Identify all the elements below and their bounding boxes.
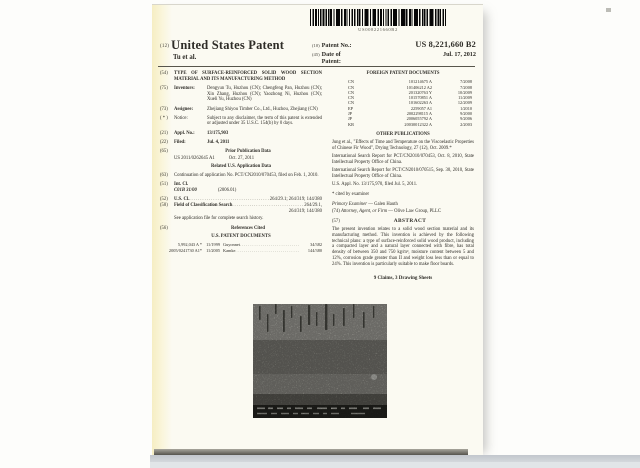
foreign-ref-date: 2/2003 (460, 121, 472, 127)
foreign-ref-number: 2002298115 A (406, 110, 432, 116)
foreign-ref-country: JP (348, 110, 353, 116)
prior-publication-number: US 2011/0262645 A1 (174, 155, 215, 161)
field-code-51: (51) (160, 181, 168, 187)
foreign-ref-number: 101214675 A (408, 79, 432, 85)
section-21-appl-no (160, 131, 322, 137)
foreign-patent-documents-heading: FOREIGN PATENT DOCUMENTS (366, 71, 440, 76)
attorney-name: — Olive Law Group, PLLC (388, 208, 442, 214)
foreign-ref-country: CN (348, 79, 354, 85)
us-ref-class: 34/382 (310, 242, 322, 248)
micrograph-noise-overlay (253, 304, 387, 418)
section-54-title (160, 71, 322, 82)
field-code-74: (74) (332, 208, 340, 214)
inventors-list: Dengyun Tu, Huzhou (CN); Chengfeng Pan, Huzhou (CN); Xin Zhang, Huzhou (CN); Yaozhong Ni, Huzhou (CN); Xueli Yu, Huzhou (CN) (207, 85, 322, 103)
field-code-57: (57) (332, 218, 340, 224)
us-ref-date: 11/2005 (206, 247, 220, 253)
sem-micrograph-figure (253, 304, 387, 418)
appl-no-label: Appl. No.: (174, 130, 195, 136)
patent-authors: Tu et al. (173, 54, 197, 61)
references-cited-heading: References Cited (231, 225, 265, 231)
primary-examiner-line (332, 202, 474, 208)
date-of-patent-label: Date of Patent: (321, 51, 341, 65)
related-application-heading: Related U.S. Application Data (210, 164, 272, 170)
section-63-continuation (160, 173, 322, 179)
scan-artifact (606, 8, 611, 12)
patent-number-row (312, 40, 476, 49)
search-history-note: See application file for complete search history. (174, 215, 264, 221)
assignee-value: Zhejiang Shiyou Timber Co., Ltd., Huzhou, Zhejiang (CN) (207, 106, 318, 112)
patent-title (160, 38, 312, 53)
prior-publication-date: Oct. 27, 2011 (228, 155, 255, 161)
other-publications-heading: OTHER PUBLICATIONS (376, 131, 430, 137)
barcode-icon (310, 9, 446, 26)
prior-publication-line (174, 156, 322, 162)
field-code-75: (75) (160, 85, 168, 91)
foreign-ref-date: 7/2008 (460, 79, 472, 85)
section-75-inventors (160, 86, 322, 103)
primary-examiner-name: — Galen Hauth (368, 201, 398, 207)
us-ref-name: Guyonnet (223, 242, 240, 248)
foreign-ref-date: 9/2006 (460, 116, 472, 122)
section-56-references (160, 226, 322, 232)
foreign-ref-row (348, 122, 474, 127)
foreign-ref-date: 7/2008 (460, 84, 472, 90)
header-divider (158, 66, 475, 67)
filed-label: Filed: (174, 139, 186, 145)
foreign-ref-country: EP (348, 105, 354, 111)
int-cl-year: (2006.01) (218, 187, 237, 193)
continuation-text: Continuation of application No. PCT/CN2010/070453, filed on Feb. 1, 2010. (174, 172, 319, 178)
us-ref-class: 144/380 (307, 247, 322, 253)
barcode-number: US008221660B2 (358, 27, 398, 32)
field-code-21: (21) (160, 130, 168, 136)
field-search-value-2: 264/319; 144/380 (288, 209, 322, 215)
notice-text: Subject to any disclaimer, the term of this patent is extended or adjusted under 35 U.S.C. 154(b) by 0 days. (207, 115, 322, 127)
foreign-ref-date: 12/2009 (457, 100, 472, 106)
two-column-body (160, 71, 474, 282)
foreign-ref-country: CN (348, 89, 354, 95)
publication-entry: International Search Report for PCT/CN2010/070453, Oct. 8, 2010, State Intellectual Property Office of China. (332, 153, 474, 165)
field-code-58: (58) (160, 203, 168, 209)
invention-title: TYPE OF SURFACE-REINFORCED SOLID WOOD SECTION MATERIAL AND ITS MANUFACTURING METHOD (174, 71, 322, 82)
foreign-ref-date: 9/2000 (460, 110, 472, 116)
prior-publication-heading: Prior Publication Data (225, 149, 271, 155)
foreign-ref-number: 101602263 A (408, 100, 432, 106)
field-code-10: (10) (312, 43, 320, 48)
foreign-ref-number: 101570851 A (408, 95, 432, 101)
field-code-65: (65) (160, 149, 168, 155)
field-code-56: (56) (160, 225, 168, 231)
notice-label: Notice: (174, 115, 188, 121)
date-of-patent-value: Jul. 17, 2012 (442, 51, 476, 58)
claims-drawing-sheets-line: 9 Claims, 3 Drawing Sheets (373, 276, 433, 282)
int-cl-class: C01B 31/00 (174, 187, 197, 193)
field-code-22: (22) (160, 139, 168, 145)
section-73-assignee (160, 107, 322, 113)
scan-bottom-strip (150, 455, 640, 462)
primary-examiner-label: Primary Examiner (332, 201, 368, 207)
field-code-54: (54) (160, 71, 168, 76)
patent-no-label: Patent No.: (321, 42, 352, 49)
field-code-asterisk: ( * ) (160, 115, 168, 121)
patent-header (160, 38, 476, 67)
assignee-label: Assignee: (174, 106, 194, 112)
field-code-52: (52) (160, 196, 168, 202)
dot-leader (189, 197, 269, 203)
barcode-block (310, 9, 446, 32)
foreign-ref-country: KR (348, 121, 354, 127)
right-column (332, 71, 474, 282)
patent-date-row (312, 51, 476, 65)
abstract-heading-row (332, 219, 474, 225)
field-code-45: (45) (312, 52, 320, 57)
united-states-patent-text: United States Patent (171, 38, 285, 52)
foreign-ref-country: CN (348, 84, 354, 90)
abstract-heading: ABSTRACT (393, 217, 427, 224)
abstract-text: The present invention relates to a solid wood section material and its manufacturing method. This invention is achieved by the following technical plans: a type of surface-reinforced solid wood product, including a compacted layer and a natural layer connected with fibre, has total density of between 350 and 750 kg/m³, moisture content between 5 and 12%, corrosion grade greater than II and weight loss less than or equal to 24%. This invention is particularly suitable to make floor boards. (332, 227, 474, 267)
cited-by-examiner-note: * cited by examiner (332, 191, 370, 197)
us-ref-name: Kamke (223, 247, 236, 253)
publication-entry: International Search Report for PCT/CN2010/070515, Sep. 30, 2010, State Intellectual Property Office of China. (332, 167, 474, 179)
foreign-ref-number: 20030012322 A (404, 121, 432, 127)
foreign-ref-country: CN (348, 95, 354, 101)
left-column (160, 71, 322, 282)
appl-no-value: 13/175,903 (207, 130, 229, 136)
foreign-ref-date: 1/2010 (460, 105, 472, 111)
attorney-line (332, 209, 474, 215)
section-22-filed (160, 140, 322, 146)
publication-entry: U.S. Appl. No. 13/175,970, filed Jul. 5, 2011. (332, 181, 418, 187)
foreign-ref-number: 201320763 Y (408, 89, 432, 95)
int-cl-label: Int. Cl. (174, 181, 189, 187)
us-ref-number: 2005/0241730 A1* (168, 247, 202, 253)
filed-date: Jul. 4, 2011 (207, 139, 230, 145)
us-ref-date: 11/1999 (206, 242, 220, 248)
foreign-ref-number: 2006055792 A (406, 116, 432, 122)
header-left (160, 38, 312, 67)
us-patent-documents-heading: U.S. PATENT DOCUMENTS (211, 234, 271, 240)
field-search-value-1: 264/29.1, (304, 203, 322, 209)
field-code-63: (63) (160, 172, 168, 178)
us-cl-value: 264/29.1; 264/319; 144/380 (269, 196, 322, 202)
foreign-ref-number: 101406212 A2 (406, 84, 432, 90)
header-right (312, 38, 476, 67)
scan-bottom-strip-2 (150, 462, 640, 468)
foreign-ref-date: 11/2009 (458, 95, 472, 101)
us-ref-number: 5,992,043 A * (177, 242, 202, 248)
publication-entry: Jung et al., "Effects of Time and Temperature on the Viscoelastic Properties of Chinese Fir Wood", Drying Technology, 27 (12), Oct. 2009.* (332, 140, 474, 151)
patent-page (152, 4, 483, 455)
int-cl-class-row (174, 188, 322, 194)
foreign-ref-country: JP (348, 116, 353, 122)
dot-leader (235, 248, 300, 253)
foreign-ref-date: 10/2009 (457, 89, 472, 95)
section-65-heading (160, 149, 322, 155)
section-52-us-cl (160, 197, 322, 203)
inventors-label: Inventors: (174, 85, 195, 91)
attorney-label: Attorney, Agent, or Firm (340, 208, 388, 214)
us-reference-row (162, 248, 322, 253)
field-code-73: (73) (160, 106, 168, 112)
us-cl-label: U.S. Cl. (174, 196, 190, 202)
foreign-ref-country: CN (348, 100, 354, 106)
field-search-label: Field of Classification Search (174, 203, 233, 209)
patent-no-value: US 8,221,660 B2 (415, 40, 476, 49)
field-code-12: (12) (160, 44, 170, 49)
foreign-ref-number: 2259057 A1 (410, 105, 432, 111)
section-notice (160, 116, 322, 127)
